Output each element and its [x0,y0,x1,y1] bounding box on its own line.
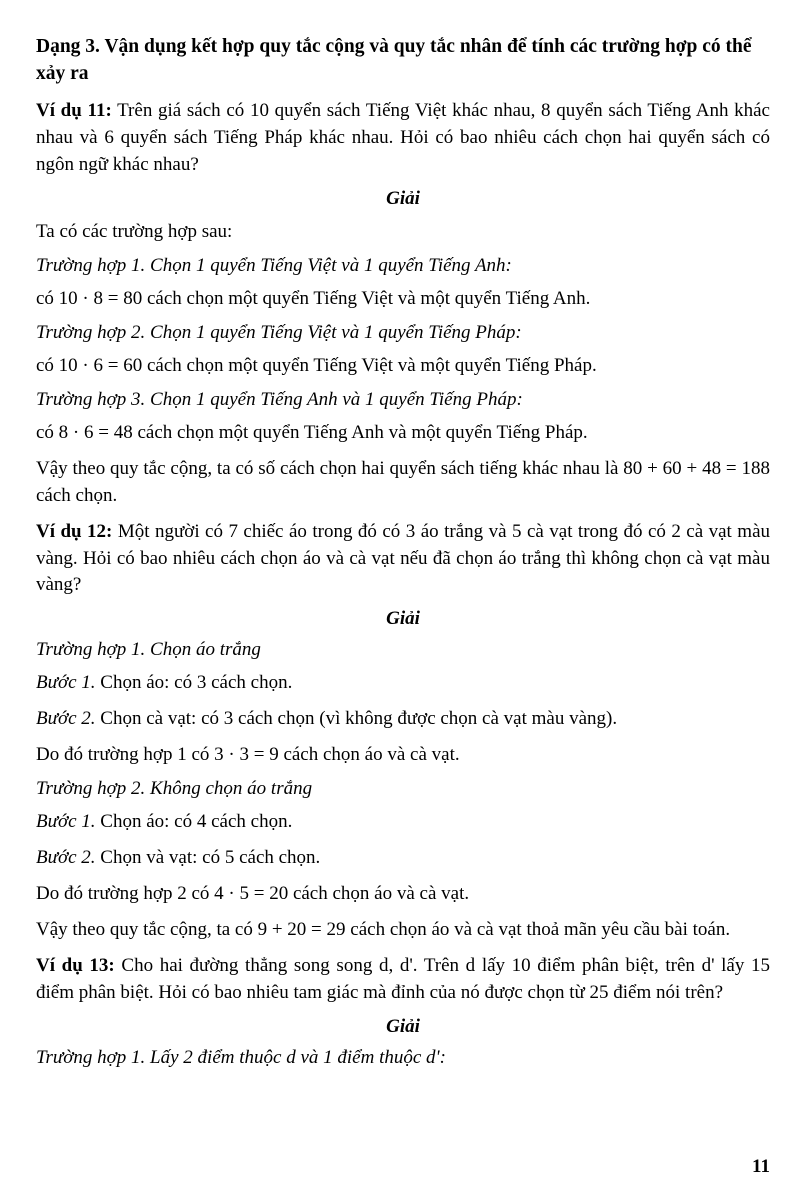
example-13-solution-label: Giải [386,1016,420,1038]
example-12-conclusion: Vậy theo quy tắc cộng, ta có 9 + 20 = 29 cách chọn áo và cà vạt thoả mãn yêu cầu bài toán. [36,919,731,941]
step-text: Chọn áo: có 3 cách chọn. [95,672,293,694]
example-12-case-1-title: Trường hợp 1. Chọn áo trắng [36,639,261,661]
step-label: Bước 2. [36,708,96,730]
example-11-case-1-title: Trường hợp 1. Chọn 1 quyển Tiếng Việt và 1 quyển Tiếng Anh: [36,254,512,276]
example-11-conclusion: Vậy theo quy tắc cộng, ta có số cách chọn hai quyển sách tiếng khác nhau là 80 + 60 + 48 = 188 cách chọn. [36,457,770,506]
example-12-case-1-step-2 [36,706,770,733]
example-13-text: Cho hai đường thẳng song song d, d'. Trên d lấy 10 điểm phân biệt, trên d' lấy 15 điểm phân biệt. Hỏi có bao nhiêu tam giác mà đỉnh của nó được chọn từ 25 điểm nói trên? [36,955,770,1004]
example-12-case-2-step-1 [36,809,770,836]
example-11-label: Ví dụ 11: [36,99,112,121]
example-12-case-1-result: Do đó trường hợp 1 có 3 · 3 = 9 cách chọn áo và cà vạt. [36,744,460,766]
example-12-case-2-result: Do đó trường hợp 2 có 4 · 5 = 20 cách chọn áo và cà vạt. [36,883,470,905]
example-12-case-2-step-2 [36,845,770,872]
step-text: Chọn cà vạt: có 3 cách chọn (vì không được chọn cà vạt màu vàng). [95,708,618,730]
example-13-statement [36,953,770,1007]
example-12-case-2-title: Trường hợp 2. Không chọn áo trắng [36,778,313,800]
example-11-case-3-body: có 8 · 6 = 48 cách chọn một quyển Tiếng Anh và một quyển Tiếng Pháp. [36,421,588,443]
example-13-label: Ví dụ 13: [36,955,115,977]
example-12-text: Một người có 7 chiếc áo trong đó có 3 áo trắng và 5 cà vạt trong đó có 2 cà vạt màu vàng. Hỏi có bao nhiêu cách chọn áo và cà vạt nếu đã chọn áo trắng thì không chọn cà vạt màu vàng? [36,520,771,596]
example-11-statement [36,98,770,179]
step-text: Chọn và vạt: có 5 cách chọn. [95,847,321,869]
step-label: Bước 2. [36,847,96,869]
step-label: Bước 1. [36,811,96,833]
example-11-intro: Ta có các trường hợp sau: [36,220,233,242]
section-heading: Dạng 3. Vận dụng kết hợp quy tắc cộng và quy tắc nhân để tính các trường hợp có thể xảy ra [36,36,752,84]
example-11-solution-label: Giải [386,187,420,209]
example-12-case-1-step-1 [36,670,770,697]
example-11-case-2-body: có 10 · 6 = 60 cách chọn một quyển Tiếng Việt và một quyển Tiếng Pháp. [36,354,597,376]
step-label: Bước 1. [36,672,96,694]
example-12-statement [36,519,770,600]
step-text: Chọn áo: có 4 cách chọn. [95,811,293,833]
example-12-label: Ví dụ 12: [36,520,113,542]
example-11-text: Trên giá sách có 10 quyển sách Tiếng Việt khác nhau, 8 quyển sách Tiếng Anh khác nhau và 6 quyển sách Tiếng Pháp khác nhau. Hỏi có bao nhiêu cách chọn hai quyển sách có ngôn ngữ khác nhau? [36,99,770,175]
example-11-case-1-body: có 10 · 8 = 80 cách chọn một quyển Tiếng Việt và một quyển Tiếng Anh. [36,287,591,309]
page-number: 11 [752,1156,770,1177]
example-11-case-2-title: Trường hợp 2. Chọn 1 quyển Tiếng Việt và 1 quyển Tiếng Pháp: [36,321,522,343]
example-11-case-3-title: Trường hợp 3. Chọn 1 quyển Tiếng Anh và 1 quyển Tiếng Pháp: [36,388,523,410]
example-13-case-1-title: Trường hợp 1. Lấy 2 điểm thuộc d và 1 điểm thuộc d': [36,1047,446,1069]
example-12-solution-label: Giải [386,608,420,630]
